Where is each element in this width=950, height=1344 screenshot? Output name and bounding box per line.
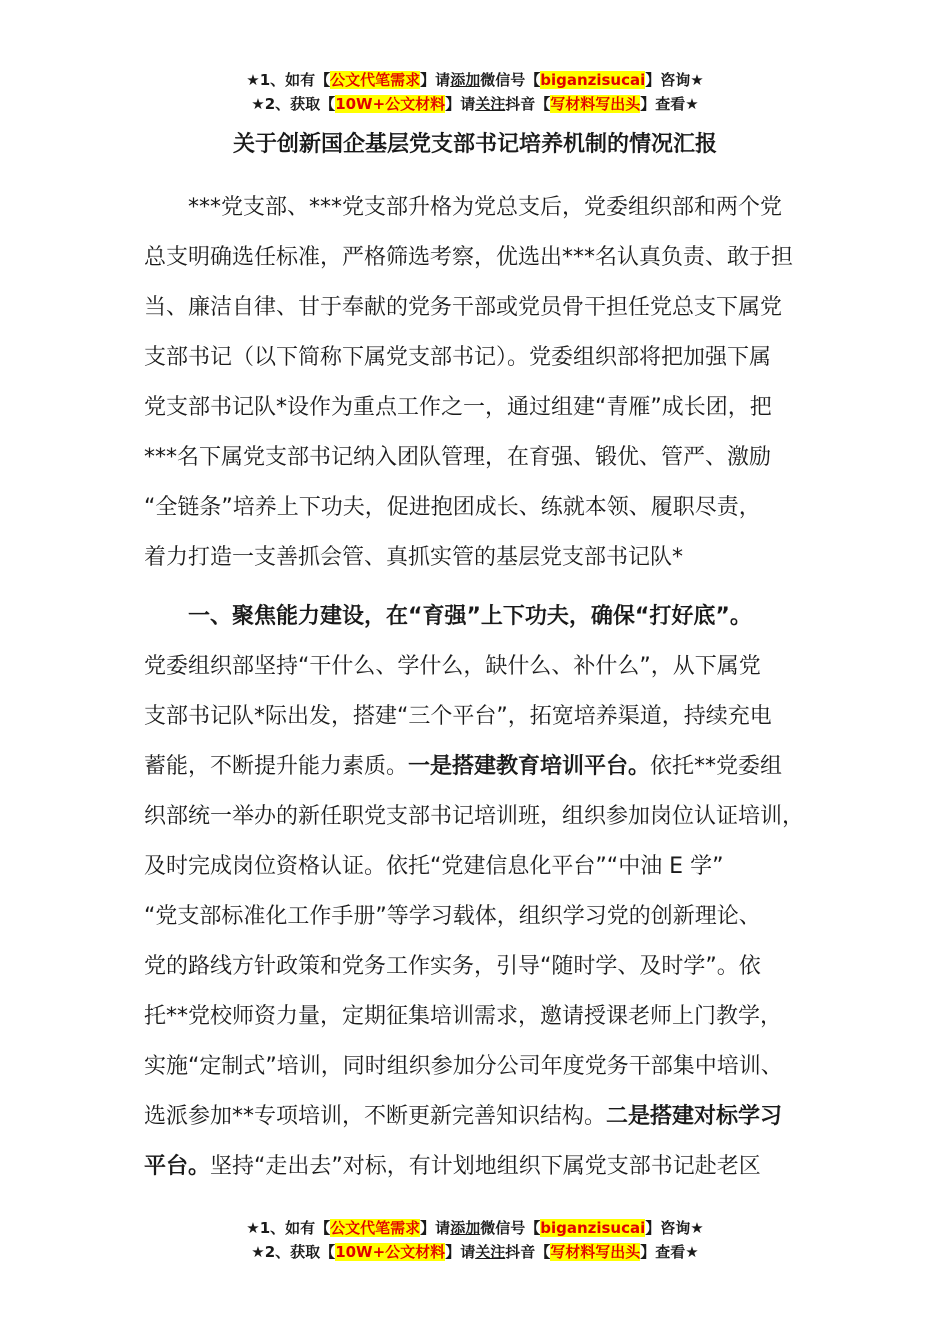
text-line: “党支部标准化工作手册”等学习载体，组织学习党的创新理论、 bbox=[144, 904, 761, 929]
banner-text: 】查看★ bbox=[640, 1243, 699, 1261]
text-line: “全链条”培养上下功夫，促进抱团成长、练就本领、履职尽责， bbox=[144, 495, 761, 520]
bold-subheading: 一是搭建教育培训平台。 bbox=[408, 754, 651, 779]
underline-add: 添加 bbox=[450, 1219, 481, 1237]
banner-text: 】查看★ bbox=[640, 95, 699, 113]
banner-text: 】请 bbox=[420, 71, 451, 89]
highlight-douyin: 写材料写出头 bbox=[550, 95, 641, 113]
text-line: 党委组织部坚持“干什么、学什么，缺什么、补什么”，从下属党 bbox=[144, 654, 761, 679]
text-line: 当、廉洁自律、甘于奉献的党务干部或党员骨干担任党总支下属党 bbox=[144, 295, 783, 320]
banner-text: 】请 bbox=[445, 95, 476, 113]
banner-line-1 bbox=[0, 68, 950, 92]
highlight-wechat-id: biganzisucai bbox=[540, 71, 646, 89]
text-line: 实施“定制式”培训，同时组织参加分公司年度党务干部集中培训、 bbox=[144, 1054, 783, 1079]
text-run: 蓄能，不断提升能力素质。 bbox=[144, 754, 409, 779]
banner-text: 微信号【 bbox=[480, 1219, 541, 1237]
banner-text: 】咨询★ bbox=[645, 1219, 704, 1237]
highlight-materials: 10W+公文材料 bbox=[335, 95, 446, 113]
bottom-banner bbox=[0, 1216, 950, 1264]
banner-text: ★1、如有【 bbox=[246, 1219, 331, 1237]
text-run: 依托**党委组 bbox=[650, 754, 783, 779]
text-line: 党支部书记队*设作为重点工作之一，通过组建“青雁”成长团，把 bbox=[144, 395, 772, 420]
text-line bbox=[144, 1092, 834, 1142]
text-line: ***名下属党支部书记纳入团队管理，在育强、锻优、管严、激励 bbox=[144, 445, 772, 470]
highlight-douyin: 写材料写出头 bbox=[550, 1243, 641, 1261]
banner-text: ★2、获取【 bbox=[251, 95, 336, 113]
section-one-paragraph bbox=[144, 592, 834, 1192]
banner-text: 微信号【 bbox=[480, 71, 541, 89]
text-line: 支部书记队*际出发，搭建“三个平台”，拓宽培养渠道，持续充电 bbox=[144, 704, 772, 729]
text-line: ***党支部、***党支部升格为党总支后，党委组织部和两个党 bbox=[144, 195, 783, 220]
highlight-materials: 10W+公文材料 bbox=[335, 1243, 446, 1261]
highlight-ghostwriting: 公文代笔需求 bbox=[330, 1219, 421, 1237]
text-run: 坚持“走出去”对标，有计划地组织下属党支部书记赴老区 bbox=[210, 1154, 761, 1179]
banner-text: 】请 bbox=[420, 1219, 451, 1237]
text-line bbox=[144, 1142, 834, 1192]
underline-follow: 关注 bbox=[475, 1243, 506, 1261]
document-title: 关于创新国企基层党支部书记培养机制的情况汇报 bbox=[232, 132, 717, 157]
section-heading: 一、聚焦能力建设，在“育强”上下功夫，确保“打好底”。 bbox=[144, 604, 752, 629]
text-line: 党的路线方针政策和党务工作实务，引导“随时学、及时学”。依 bbox=[144, 954, 761, 979]
bold-subheading: 平台。 bbox=[144, 1154, 211, 1179]
banner-line-1 bbox=[0, 1216, 950, 1240]
text-line: 及时完成岗位资格认证。依托“党建信息化平台”“中油 E 学” bbox=[144, 854, 724, 879]
text-line: 托**党校师资力量，定期征集培训需求，邀请授课老师上门教学， bbox=[144, 1004, 783, 1029]
text-line: 总支明确选任标准，严格筛选考察，优选出***名认真负责、敢于担 bbox=[144, 245, 794, 270]
top-banner bbox=[0, 68, 950, 116]
banner-text: ★1、如有【 bbox=[246, 71, 331, 89]
banner-line-2 bbox=[0, 92, 950, 116]
intro-paragraph bbox=[144, 183, 834, 583]
underline-add: 添加 bbox=[450, 71, 481, 89]
text-line: 支部书记（以下简称下属党支部书记）。党委组织部将把加强下属 bbox=[144, 345, 772, 370]
highlight-ghostwriting: 公文代笔需求 bbox=[330, 71, 421, 89]
text-line: 织部统一举办的新任职党支部书记培训班，组织参加岗位认证培训， bbox=[144, 804, 805, 829]
banner-text: ★2、获取【 bbox=[251, 1243, 336, 1261]
banner-line-2 bbox=[0, 1240, 950, 1264]
banner-text: 抖音【 bbox=[505, 95, 551, 113]
banner-text: 】请 bbox=[445, 1243, 476, 1261]
bold-subheading: 二是搭建对标学习 bbox=[606, 1104, 783, 1129]
highlight-wechat-id: biganzisucai bbox=[540, 1219, 646, 1237]
text-line: 着力打造一支善抓会管、真抓实管的基层党支部书记队* bbox=[144, 545, 684, 570]
text-line bbox=[144, 742, 834, 792]
underline-follow: 关注 bbox=[475, 95, 506, 113]
text-run: 选派参加**专项培训，不断更新完善知识结构。 bbox=[144, 1104, 607, 1129]
banner-text: 抖音【 bbox=[505, 1243, 551, 1261]
banner-text: 】咨询★ bbox=[645, 71, 704, 89]
